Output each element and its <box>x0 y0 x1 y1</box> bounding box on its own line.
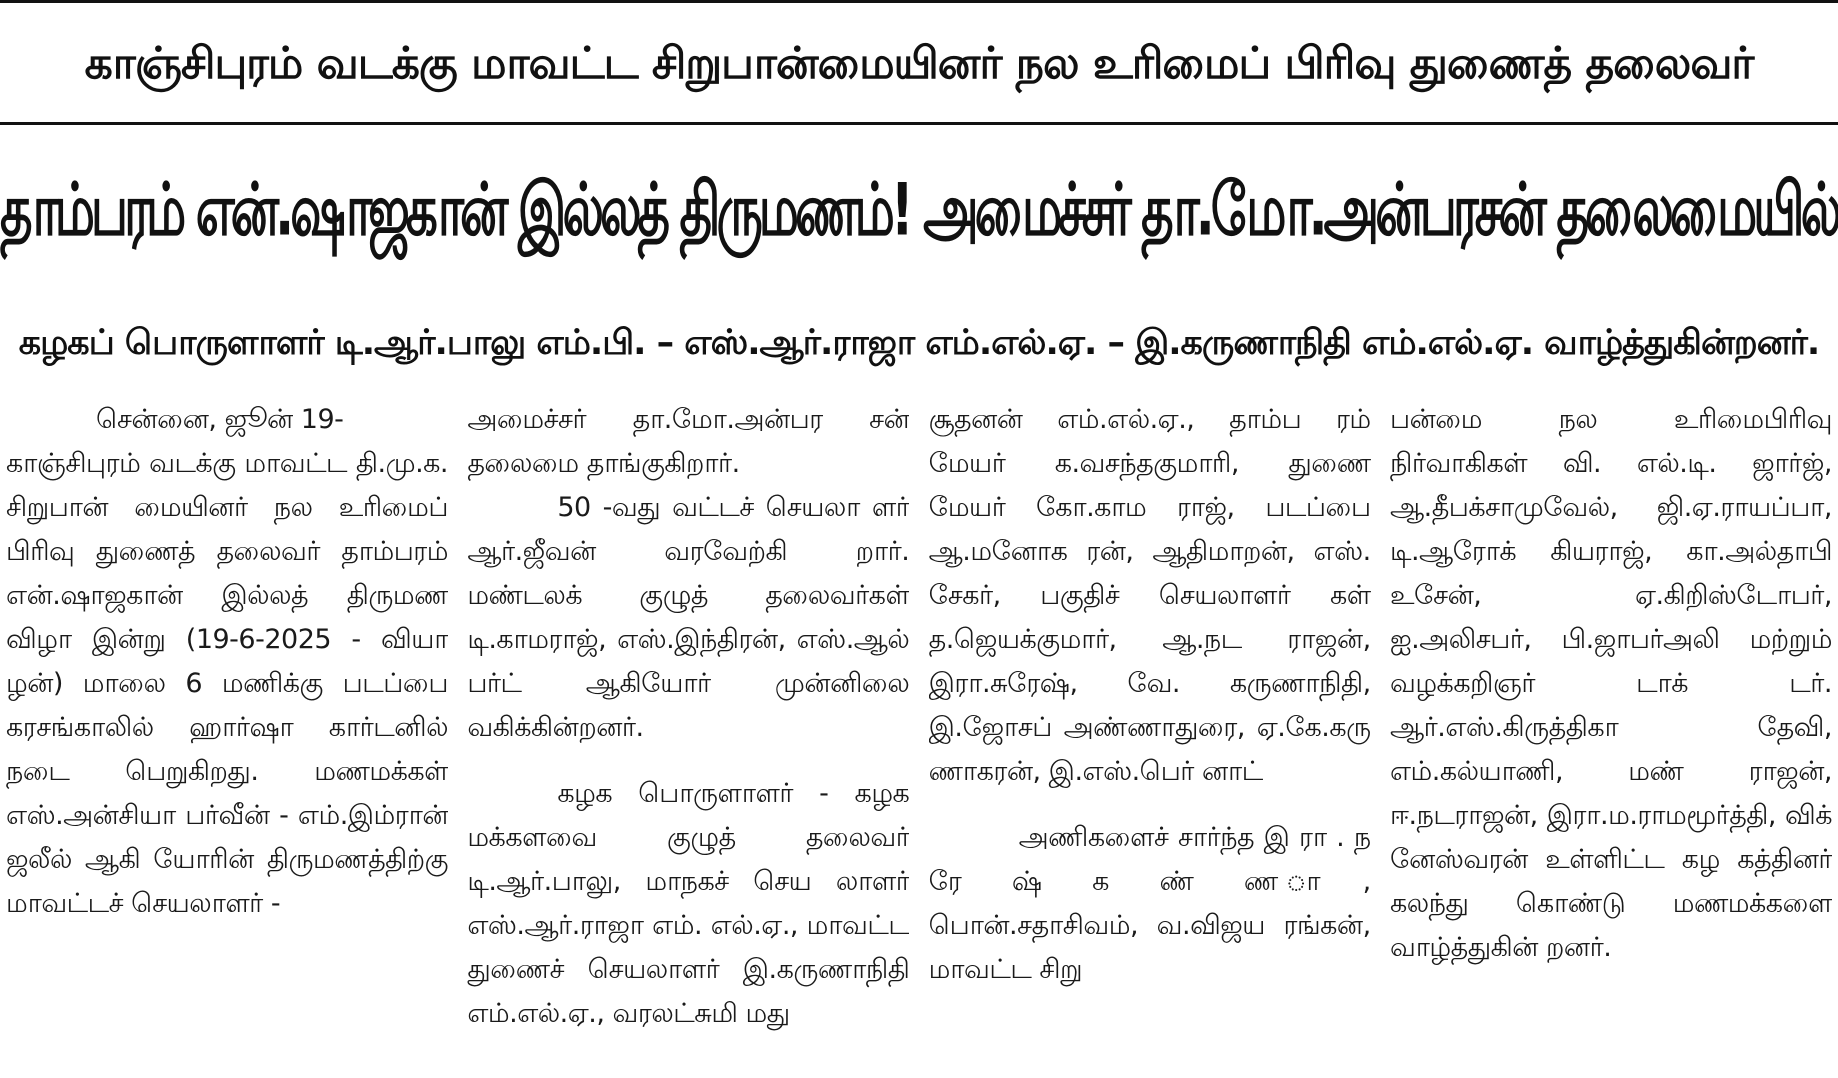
dateline: சென்னை, ஜூன் 19- <box>96 404 344 435</box>
subheadline: கழகப் பொருளாளர் டி.ஆர்.பாலு எம்.பி. – எஸ்.ஆர்.ராஜா எம்.எல்.ஏ. – இ.கருணாநிதி எம்.எல்.ஏ. வாழ்த்துகின்றனர். <box>18 323 1820 363</box>
column-2 <box>467 398 909 1074</box>
headline: தாம்பரம் என்.ஷாஜகான் இல்லத் திருமணம்! அமைச்சர் தா.மோ.அன்பரசன் தலைமையில் <box>0 167 1838 253</box>
paragraph: கழக பொருளாளர் - கழக மக்களவை குழுத் தலைவர் டி.ஆர்.பாலு, மாநகச் செய லாளர் எஸ்.ஆர்.ராஜா எம். எல்.ஏ., மாவட்ட துணைச் செயலாளர் இ.கருணாநிதி எம்.எல்.ஏ., வரலட்சுமி மது <box>467 778 910 1029</box>
paragraph: 50 -வது வட்டச் செயலா ளர் ஆர்.ஜீவன் வரவேற்கி றார். மண்டலக் குழுத் தலைவர்கள் டி.காமராஜ், எஸ்.இந்திரன், எஸ்.ஆல் பர்ட் ஆகியோர் முன்னிலை வகிக்கின்றனர். <box>467 492 910 743</box>
top-rule <box>0 0 1838 3</box>
paragraph: சூதனன் எம்.எல்.ஏ., தாம்ப ரம் மேயர் க.வசந்தகுமாரி, துணை மேயர் கோ.காம ராஜ், படப்பை ஆ.மனோக ரன், ஆதிமாறன், எஸ். சேகர், பகுதிச் செயலாளர் கள் த.ஜெயக்குமார், ஆ.நட ராஜன், இரா.சுரேஷ், வே. கருணாநிதி, இ.ஜோசப் அண்ணாதுரை, ஏ.கே.கரு ணாகரன், இ.எஸ்.பெர் னாட் <box>928 404 1371 787</box>
kicker-line: காஞ்சிபுரம் வடக்கு மாவட்ட சிறுபான்மையினர் நல உரிமைப் பிரிவு துணைத் தலைவர் <box>84 38 1754 89</box>
paragraph: அணிகளைச் சார்ந்த இ ரா . ந ரே ஷ் க ண் ண ா, பொன்.சதாசிவம், வ.விஜய ரங்கன், மாவட்ட சிறு <box>928 822 1371 985</box>
paragraph: பன்மை நல உரிமைபிரிவு நிர்வாகிகள் வி. எல்.டி. ஜார்ஜ், ஆ.தீபக்சாமுவேல், ஜி.ஏ.ராயப்பா, டி.ஆரோக் கியராஜ், கா.அல்தாபி உசேன், ஏ.கிறிஸ்டோபர், ஐ.அலிசபர், பி.ஜாபர்அலி மற்றும் வழக்கறிஞர் டாக் டர். ஆர்.எஸ்.கிருத்திகா தேவி, எம்.கல்யாணி, மண் ராஜன், ஈ.நடராஜன், இரா.ம.ராமமூர்த்தி, விக் னேஸ்வரன் உள்ளிட்ட கழ கத்தினர் கலந்து கொண்டு மணமக்களை வாழ்த்துகின் றனர். <box>1389 404 1832 963</box>
paragraph: அமைச்சர் தா.மோ.அன்பர சன் தலைமை தாங்குகிறார். <box>467 404 910 479</box>
column-1 <box>6 398 448 1074</box>
column-4 <box>1390 398 1832 1074</box>
column-3 <box>929 398 1371 1074</box>
paragraph: காஞ்சிபுரம் வடக்கு மாவட்ட தி.மு.க. சிறுபான் மையினர் நல உரிமைப் பிரிவு துணைத் தலைவர் தாம்பரம் என்.ஷாஜகான் இல்லத் திருமண விழா இன்று (19-6-2025 - வியா ழன்) மாலை 6 மணிக்கு படப்பை கரசங்காலில் ஹார்ஷா கார்டனில் நடை பெறுகிறது. மணமக்கள் எஸ்.அன்சியா பர்வீன் - எம்.இம்ரான் ஜலீல் ஆகி யோரின் திருமணத்திற்கு மாவட்டச் செயலாளர் - <box>6 448 448 919</box>
article-body <box>6 398 1832 1074</box>
